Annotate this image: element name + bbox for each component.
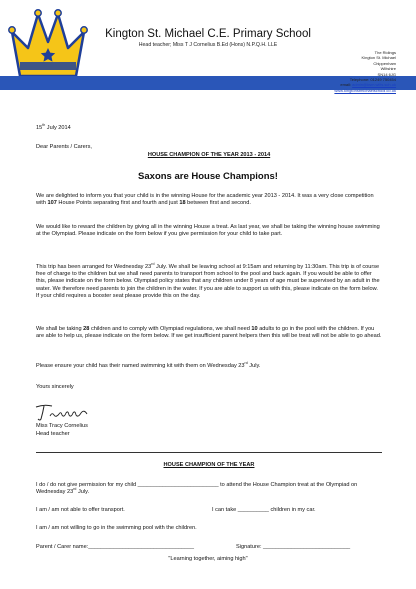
signer-role: Head teacher <box>36 431 70 437</box>
signer-name: Miss Tracy Cornelius <box>36 423 88 429</box>
p5-text: July. <box>247 363 261 369</box>
school-address <box>334 50 396 93</box>
website-link[interactable]: www.kingtonstmichaelschool.co.uk <box>334 87 396 93</box>
address-line: The Ridings <box>374 50 396 55</box>
salutation: Dear Parents / Carers, <box>36 144 92 150</box>
p1-text: between first and second. <box>185 200 251 207</box>
p4-text: We shall be taking <box>36 326 84 332</box>
p4-text: children and to comply with Olympiad regulations, we shall need <box>89 326 252 332</box>
address-line: SN14 6JG <box>377 71 396 77</box>
p3-text: July. We shall be leaving school at 9:15am and returning by 11:30am. This trip is of course free of charge to the children but we shall need parents to transport from school to the pool and back again. If you would be able to offer this, please indicate on the form below. Olympiad policy states that any children under 8 years of age must be supervised by an adult in the water. We therefore need parents to join the children in the water. If you are able to support us with this, please indicate on the form below. If your child requires a booster seat please provide this on the day. <box>36 264 380 299</box>
form-divider <box>36 452 382 453</box>
letter-headline: Saxons are House Champions! <box>138 171 278 182</box>
form-permission-line[interactable] <box>36 482 382 496</box>
p1-text: We are delighted to inform you that your child is in the winning House for the academic year 2013 - 2014. It was a very close competition with <box>36 193 374 207</box>
telephone: Telephone: 01249 750454 <box>349 77 396 83</box>
address-line: Kington St. Michael <box>361 55 396 61</box>
crown-jewel-center-right <box>55 10 61 16</box>
email-link[interactable]: admin@ksm.wilts.sch.uk <box>352 82 396 88</box>
crown-band <box>20 62 76 70</box>
p3-text: This trip has been arranged for Wednesday 23 <box>36 264 152 270</box>
handwritten-signature <box>34 402 90 422</box>
form-car-seats-text: I can take __________ children in my car. <box>212 507 316 513</box>
school-name: Kington St. Michael C.E. Primary School <box>105 28 311 40</box>
paragraph-5 <box>36 363 382 370</box>
p1-points: 107 <box>47 200 57 207</box>
paragraph-2: We would like to reward the children by giving all in the winning House a treat. As last year, we shall be taking the winning house swimming at the Olympiad. Please indicate on the form below if you give permission for your child to take part. <box>36 224 380 238</box>
letter-subject: HOUSE CHAMPION OF THE YEAR 2013 - 2014 <box>147 152 271 158</box>
crown-jewel-center-left <box>35 10 41 16</box>
website-line <box>334 88 396 93</box>
p5-sup: rd <box>244 361 248 366</box>
address-line: Wiltshire <box>380 66 396 72</box>
p4-text: adults to go in the pool with the children. If you are able to help us, please indicate on the form below. If we get insufficient parent helpers then this will be treat will not be able to go ahead. <box>36 326 382 340</box>
p5-text: Please ensure your child has their named swimming kit with them on Wednesday 23 <box>36 363 245 369</box>
paragraph-1 <box>36 193 382 207</box>
p4-children-count: 28 <box>83 326 90 332</box>
form-permission-text: July. <box>76 489 90 496</box>
date-rest: July 2014 <box>45 125 71 131</box>
paragraph-4 <box>36 326 382 340</box>
form-permission-text: I do / do not give permission for my child __________________________ to attend the House Champion treat at the Olympiad on Wednesday 23 <box>36 482 358 496</box>
closing: Yours sincerely <box>36 384 74 390</box>
form-signature-line[interactable] <box>36 544 382 551</box>
email-label: email: <box>340 82 352 88</box>
p1-gap: 18 <box>179 200 186 207</box>
p1-text: House Points separating first and fourth and just <box>56 200 180 207</box>
date-day: 15 <box>36 125 43 131</box>
form-parent-name-field[interactable]: Parent / Carer name:__________________________________ <box>36 544 195 550</box>
date-suffix: th <box>42 123 46 128</box>
p4-adults-count: 10 <box>251 326 258 332</box>
form-transport-line[interactable] <box>36 507 382 514</box>
form-signature-field[interactable]: Signature: ____________________________ <box>236 544 351 550</box>
head-teacher-line: Head teacher; Miss T J Cornelius B.Ed (Hons) N.P.Q.H. LLE <box>138 42 278 48</box>
address-line: Chippenham <box>373 60 396 66</box>
paragraph-3 <box>36 264 382 300</box>
form-permission-sup: rd <box>73 487 77 492</box>
form-title: HOUSE CHAMPION OF THE YEAR <box>163 462 255 468</box>
school-motto: "Learning together, aiming high" <box>168 556 248 562</box>
p3-sup: rd <box>151 262 155 267</box>
form-transport-text: I am / am not able to offer transport. <box>36 507 125 513</box>
form-swimming-line[interactable]: I am / am not willing to go in the swimming pool with the children. <box>36 525 197 531</box>
letter-date <box>36 125 382 132</box>
